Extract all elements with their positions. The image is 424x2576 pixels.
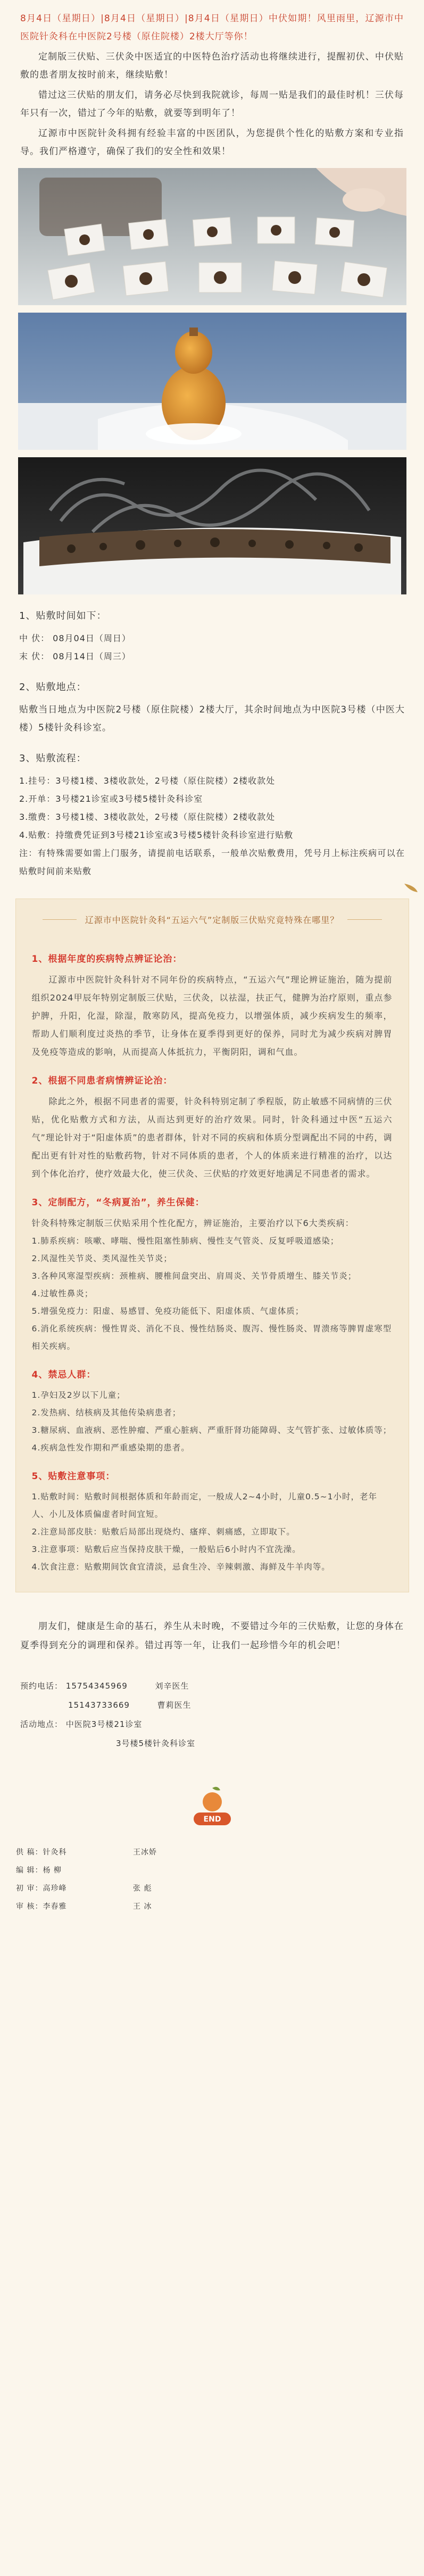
card-s2-text: 除此之外，根据不同患者的需要，针灸科特别定制了季程版，防止敏感不同病情的三伏贴，优化贴敷方式和方法，从而达到更好的治疗效果。同时，针灸科通过中医“五运六气”理论针对于“阳虚体质”的患者群体，针对不同的疾病和体质分型调配出不同的中药，调配出更有针对性的贴敷药物，针对不同体质的患者，个人的体质来进行精准的治疗，以达到个体化治疗，使疗效最大化，使三伏灸、三伏贴的疗效更好地满足不同患者的需求。 <box>31 1096 393 1179</box>
credit-value: 张 彪 <box>133 1884 152 1893</box>
section-process-title: 3、贴敷流程： <box>19 753 87 764</box>
section-time <box>0 608 424 666</box>
list-item: 4.疾病急性发作期和严重感染期的患者。 <box>31 1443 190 1453</box>
leaf-divider <box>0 880 424 893</box>
card-s2-title: 2、根据不同患者病情辨证论治： <box>31 1076 173 1086</box>
address-label: 活动地点： <box>20 1719 63 1729</box>
section-location <box>0 679 424 737</box>
list-item: 1.贴敷时间：贴敷时间根据体质和年龄而定，一般成人2~4小时，儿童0.5~1小时，老年人、小儿及体质偏虚者时间宜短。 <box>31 1492 378 1519</box>
address-1: 中医院3号楼21诊室 <box>65 1719 143 1729</box>
leaf-icon <box>404 884 418 892</box>
list-item: 6.消化系统疾病：慢性胃炎、消化不良、慢性结肠炎、腹泻、慢性肠炎、胃溃疡等脾胃虚寒型相关疾病。 <box>31 1324 392 1351</box>
section-location-title: 2、贴敷地点： <box>19 682 87 693</box>
closing <box>0 1592 424 1660</box>
list-item: 2.风湿性关节炎、类风湿性关节炎； <box>31 1254 172 1263</box>
card-s1-text: 辽源市中医院针灸科针对不同年份的疾病特点，“五运六气”理论辨证施治，随为提前组织2024甲辰年特别定制版三伏贴，三伏灸，以祛湿，扶正气，健脾为治疗原则，重点参护脾，升阳，化湿，除湿，散寒防风，提高免疫力，以增强体质，减少疾病发生的频率，帮助人们顺利度过炎热的季节，让身体在夏季得到更好的保养，同时尤为减少疾病对脾胃及免疫等造成的影响，从而提高人体抵抗力，平衡阴阳，调和气血。 <box>31 975 393 1057</box>
address-row-2 <box>20 1734 404 1753</box>
card-s3-title: 3、定制配方，“冬病夏治”，养生保健： <box>31 1197 205 1208</box>
credit-label: 供 稿：针灸科 <box>16 1848 67 1857</box>
card-s1-title: 1、根据年度的疾病特点辨证论治： <box>31 954 182 964</box>
phone-row-1 <box>20 1676 404 1696</box>
credit-row <box>16 1879 408 1898</box>
photo-gourd <box>18 313 406 450</box>
process-step-2: 2.开单：3号楼21诊室或3号楼5楼针灸科诊室 <box>19 794 203 804</box>
process-note: 注：有特殊需要如需上门服务，请提前电话联系，一般单次贴敷费用，凭号月上标注疾病可以在贴敷时间前来贴敷 <box>19 848 405 876</box>
leaf-icon <box>212 1787 220 1791</box>
phone-1-name: 刘辛医生 <box>155 1681 189 1691</box>
list-item: 1.孕妇及2岁以下儿童； <box>31 1390 126 1400</box>
process-step-1: 1.挂号：3号楼1楼、3楼收款处，2号楼（原住院楼）2楼收款处 <box>19 776 276 786</box>
intro-paragraph-1: 8月4日（星期日）|8月4日（星期日）|8月4日（星期日）中伏如期！风里雨里，辽源市中医院针灸科在中医院2号楼（原住院楼）2楼大厅等你！ <box>20 13 404 42</box>
list-item: 3.糖尿病、血液病、恶性肿瘤、严重心脏病、严重肝肾功能障碍、支气管扩张、过敏体质等； <box>31 1425 392 1435</box>
phone-2-name: 曹莉医生 <box>157 1700 192 1710</box>
time-mofu: 末 伏： 08月14日（周三） <box>19 651 131 661</box>
phone-2[interactable]: 15143733669 <box>68 1700 130 1710</box>
list-item: 3.注意事项：贴敷后应当保持皮肤干燥，一般贴后6小时内不宜洗澡。 <box>31 1545 301 1554</box>
credit-row <box>16 1843 408 1861</box>
credit-label: 初 审：高珍峰 <box>16 1884 67 1893</box>
list-item: 2.发热病、结核病及其他传染病患者； <box>31 1408 181 1417</box>
phone-label: 预约电话： <box>20 1681 63 1691</box>
card-s3-intro: 针灸科特殊定制版三伏贴采用个性化配方，辨证施治，主要治疗以下6大类疾病： <box>31 1218 354 1228</box>
credit-value: 王 冰 <box>133 1902 152 1911</box>
end-label: END <box>203 1815 221 1824</box>
list-item: 2.注意局部皮肤：贴敷后局部出现烧灼、瘙痒、刺痛感，立即取下。 <box>31 1527 295 1537</box>
phone-row-2 <box>20 1696 404 1715</box>
card-s4-title: 4、禁忌人群： <box>31 1370 96 1380</box>
list-item: 4.饮食注意：贴敷期间饮食宜清淡，忌食生冷、辛辣刺激、海鲜及牛羊肉等。 <box>31 1562 330 1572</box>
intro-paragraph-4: 辽源市中医院针灸科拥有经验丰富的中医团队，为您提供个性化的贴敷方案和专业指导。我们严格遵守，确保了我们的安全性和效果！ <box>20 128 404 157</box>
list-item: 4.过敏性鼻炎； <box>31 1289 94 1298</box>
credit-row <box>16 1898 408 1916</box>
intro-paragraph-2: 定制版三伏贴、三伏灸中医适宜的中医特色治疗活动也将继续进行，提醒初伏、中伏贴敷的患者朋友按时前来，继续贴敷！ <box>20 52 404 80</box>
intro-paragraph-3: 错过这三伏贴的朋友们，请务必尽快到我院就诊，每周一贴是我们的最佳时机！三伏每年只有一次，错过了今年的贴敷，就要等到明年了！ <box>20 90 404 119</box>
list-item: 1.肺系疾病：咳嗽、哮喘、慢性阻塞性肺病、慢性支气管炎、反复呼吸道感染； <box>31 1236 339 1246</box>
card-s4-list <box>32 1387 393 1457</box>
photo-plasters <box>18 168 406 305</box>
credit-row <box>16 1861 408 1879</box>
card-caption: 辽源市中医院针灸科“五运六气”定制版三伏贴究竟特殊在哪里？ <box>77 913 348 926</box>
address-2: 3号楼5楼针灸科诊室 <box>116 1739 196 1748</box>
contact <box>0 1660 424 1769</box>
section-time-title: 1、贴敷时间如下： <box>19 610 107 622</box>
address-row-1 <box>20 1715 404 1734</box>
card-header <box>32 899 393 939</box>
list-item: 3.各种风寒湿型疾病：颈椎病、腰椎间盘突出、肩周炎、关节骨质增生、膝关节炎； <box>31 1271 357 1281</box>
list-item: 5.增强免疫力：阳虚、易感冒、免疫功能低下、阳虚体质、气虚体质； <box>31 1306 304 1316</box>
process-step-3: 3.缴费：3号楼1楼、3楼收款处，2号楼（原住院楼）2楼收款处 <box>19 812 276 822</box>
location-text: 贴敷当日地点为中医院2号楼（原住院楼）2楼大厅，其余时间地点为中医院3号楼（中医大楼）5楼针灸科诊室。 <box>19 704 405 733</box>
card-s5-title: 5、贴敷注意事项： <box>31 1471 115 1482</box>
process-step-4: 4.贴敷：持缴费凭证到3号楼21诊室或3号楼5楼针灸科诊室进行贴敷 <box>19 830 294 840</box>
time-zhongfu: 中 伏： 08月04日（周日） <box>19 633 131 643</box>
section-process <box>0 751 424 880</box>
end-badge <box>0 1785 424 1827</box>
characteristics-card <box>15 899 409 1592</box>
card-s3-list <box>32 1232 393 1355</box>
photo-moxa <box>18 457 406 594</box>
credit-label: 审 核：李春雅 <box>16 1902 67 1911</box>
phone-1[interactable]: 15754345969 <box>65 1681 128 1691</box>
credits <box>0 1838 424 1937</box>
intro <box>0 0 424 161</box>
credit-value: 王冰娇 <box>133 1848 157 1857</box>
credit-label: 编 辑：杨 柳 <box>16 1866 62 1875</box>
card-s5-list <box>32 1488 393 1576</box>
closing-text: 朋友们，健康是生命的基石，养生从未时晚，不要错过今年的三伏贴敷，让您的身体在夏季得到充分的调理和保养。错过再等一年，让我们一起珍惜今年的机会吧！ <box>20 1621 404 1651</box>
